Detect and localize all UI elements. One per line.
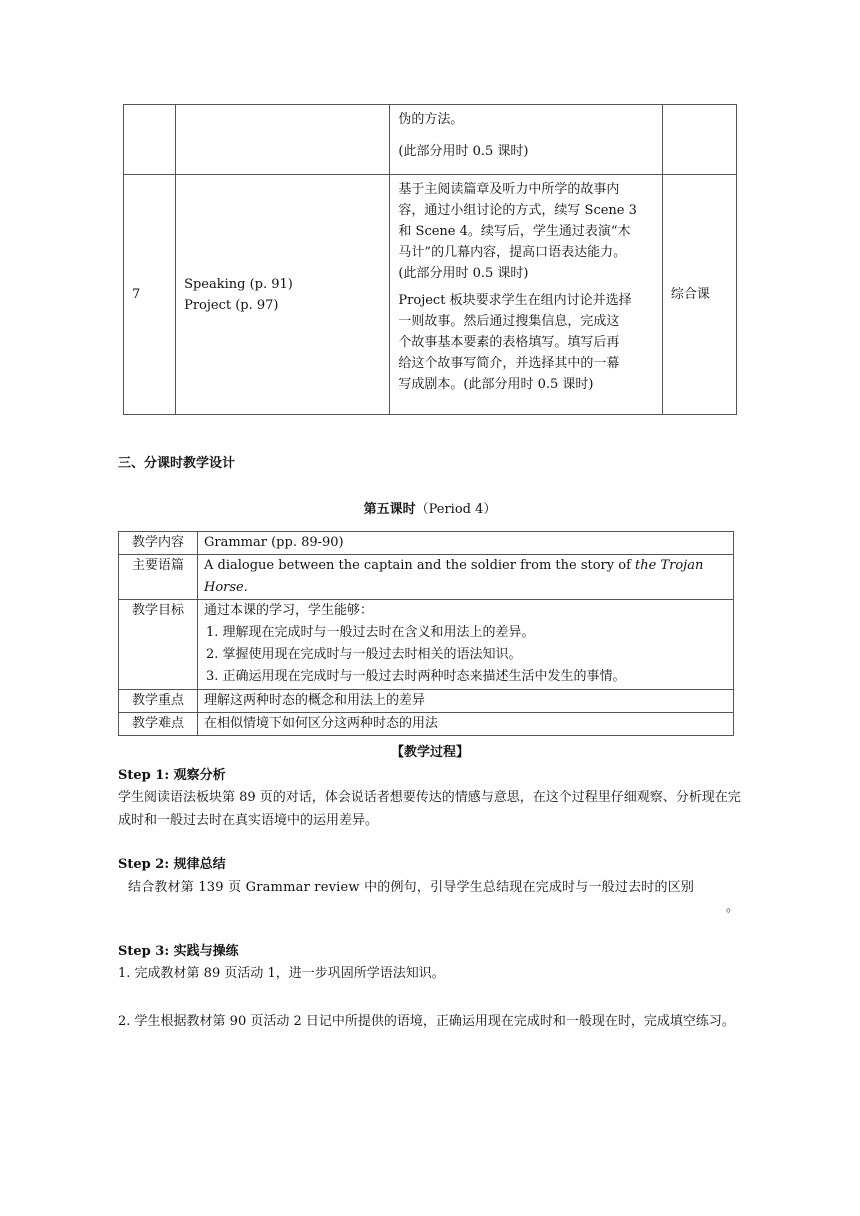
step1-text: 学生阅读语法板块第 89 页的对话，体会说话者想要传达的情感与意思，在这个过程里仔细观察、分析现在完成时和一般过去时在真实语境中的运用差异。 [118, 790, 741, 828]
goal-item: 2. 掌握使用现在完成时与一般过去时相关的语法知识。 [206, 647, 522, 662]
topic-line: Speaking (p. 91) [184, 276, 293, 292]
content-value: Grammar (pp. 89-90) [198, 532, 734, 555]
table-row [119, 713, 734, 736]
step1-title: Step 1: 观察分析 [118, 768, 226, 783]
lesson-info-table [118, 531, 734, 736]
table-row [119, 690, 734, 713]
step2-end: 。 [726, 900, 740, 915]
content-line: (此部分用时 0.5 课时) [398, 144, 529, 159]
period-title [0, 498, 860, 517]
difficulty-label: 教学难点 [119, 713, 198, 736]
content-cell [390, 175, 662, 415]
text-value-italic: the Trojan Horse. [204, 558, 704, 595]
goal-item: 1. 理解现在完成时与一般过去时在含义和用法上的差异。 [206, 625, 535, 640]
goal-item: 3. 正确运用现在完成时与一般过去时两种时态来描述生活中发生的事情。 [206, 669, 626, 684]
process-title: 【教学过程】 [390, 745, 469, 760]
step3-title: Step 3: 实践与操练 [118, 944, 239, 959]
content-line: 基于主阅读篇章及听力中所学的故事内 [398, 182, 620, 197]
goal-value [198, 600, 734, 690]
text-value-plain: A dialogue between the captain and the soldier from the story of [204, 558, 636, 573]
content-line: 一则故事。然后通过搜集信息，完成这 [398, 314, 620, 329]
row-number-cell: 7 [124, 175, 176, 415]
key-point-value: 理解这两种时态的概念和用法上的差异 [198, 690, 734, 713]
key-point-label: 教学重点 [119, 690, 198, 713]
content-line: 和 Scene 4。续写后，学生通过表演“木 [398, 224, 631, 239]
content-line: 伪的方法。 [398, 112, 464, 127]
step3-item-1: 1. 完成教材第 89 页活动 1，进一步巩固所学语法知识。 [118, 966, 445, 981]
content-line: 给这个故事写简介，并选择其中的一幕 [398, 356, 620, 371]
content-line: 写成剧本。(此部分用时 0.5 课时) [398, 377, 594, 392]
goal-label: 教学目标 [119, 600, 198, 690]
content-line: 马计”的几幕内容，提高口语表达能力。 [398, 245, 627, 260]
lesson-type-cell [662, 105, 736, 175]
section-heading: 三、分课时教学设计 [118, 456, 236, 471]
content-label: 教学内容 [119, 532, 198, 555]
row-number-cell [124, 105, 176, 175]
lesson-plan-table [123, 104, 737, 415]
table-row [119, 555, 734, 600]
topic-cell [176, 105, 390, 175]
difficulty-value: 在相似情境下如何区分这两种时态的用法 [198, 713, 734, 736]
text-label: 主要语篇 [119, 555, 198, 600]
period-title-bold: 第五课时 [363, 502, 416, 517]
content-line: 个故事基本要素的表格填写。填写后再 [398, 335, 620, 350]
goal-intro: 通过本课的学习，学生能够： [204, 603, 374, 618]
period-title-rest: （Period 4） [415, 502, 497, 517]
topic-cell [176, 175, 390, 415]
step2-text: 结合教材第 139 页 Grammar review 中的例句，引导学生总结现在完成时与一般过去时的区别 [128, 880, 695, 895]
table-row [119, 600, 734, 690]
lesson-type-cell: 综合课 [662, 175, 736, 415]
table-row [124, 175, 737, 415]
table-row [119, 532, 734, 555]
topic-line: Project (p. 97) [184, 297, 279, 313]
table-row [124, 105, 737, 175]
text-value [198, 555, 734, 600]
step3-item-2: 2. 学生根据教材第 90 页活动 2 日记中所提供的语境，正确运用现在完成时和一般现在时，完成填空练习。 [118, 1014, 735, 1029]
content-line: (此部分用时 0.5 课时) [398, 266, 529, 281]
content-cell [390, 105, 662, 175]
content-line: Project 板块要求学生在组内讨论并选择 [398, 293, 632, 308]
content-line: 容，通过小组讨论的方式，续写 Scene 3 [398, 203, 637, 218]
step2-title: Step 2: 规律总结 [118, 857, 226, 872]
